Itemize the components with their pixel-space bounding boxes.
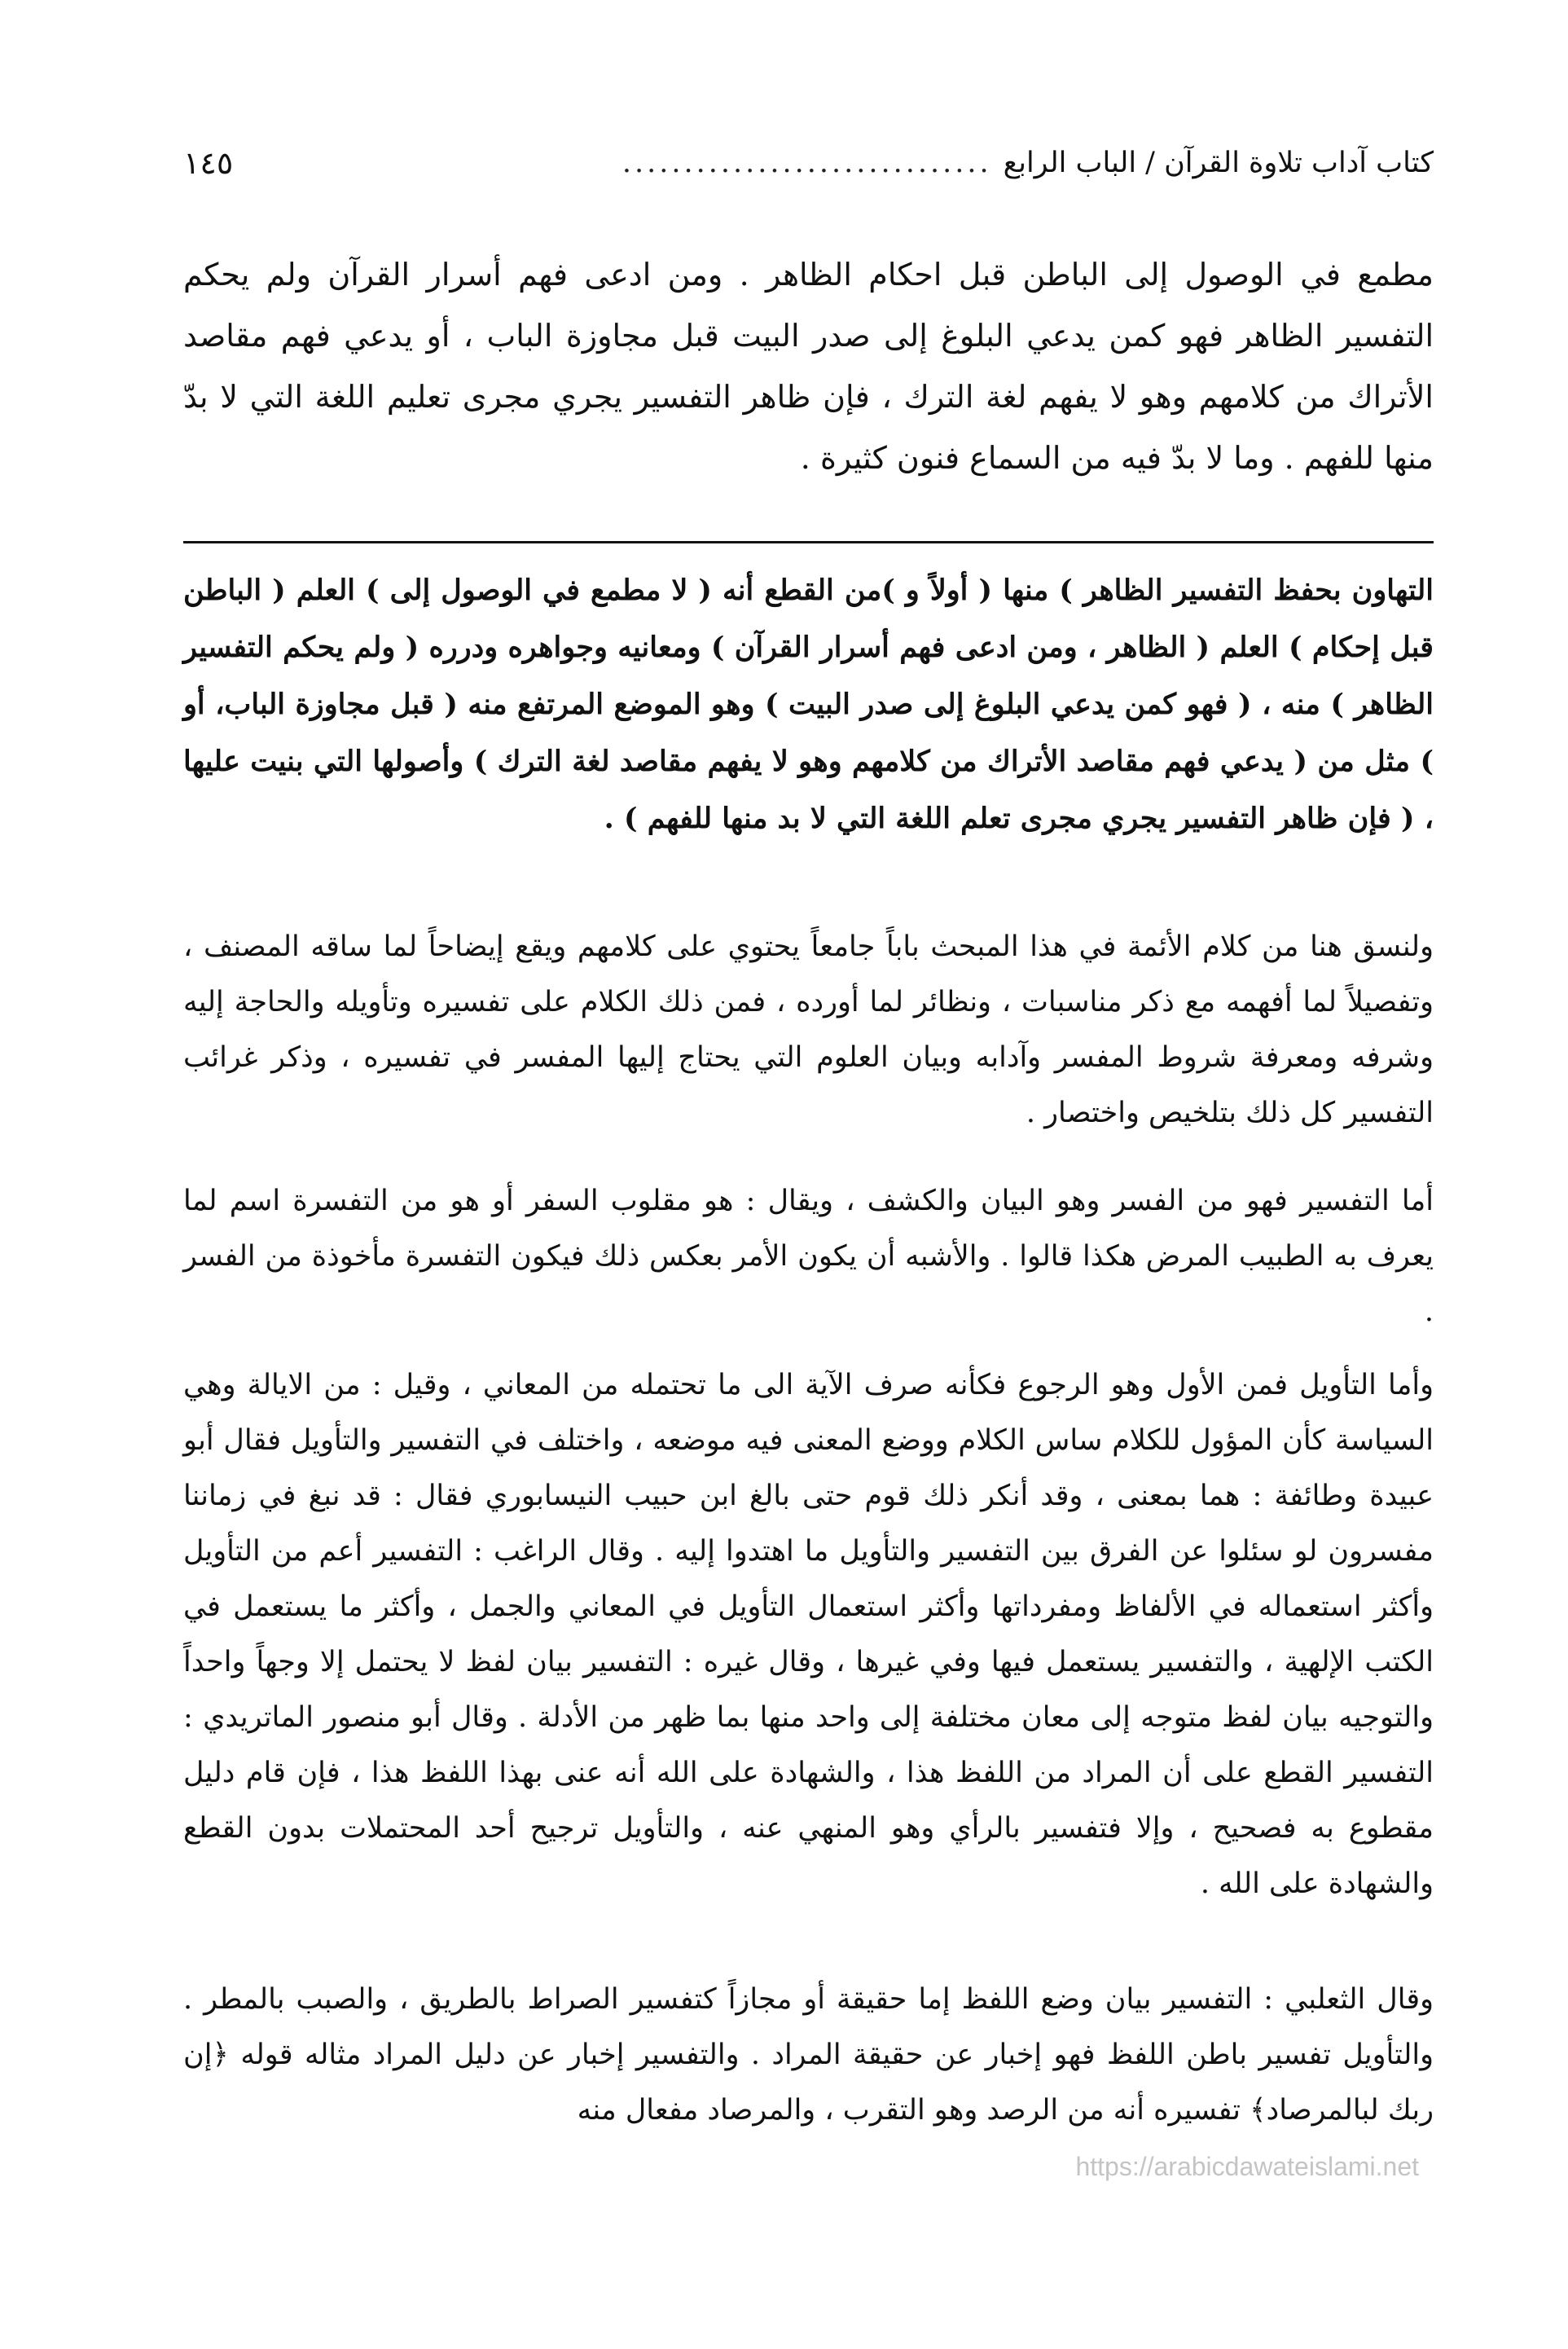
header-leader-dots: ..............................: [621, 147, 992, 179]
commentary-paragraph-3: [183, 1357, 1434, 1911]
matn-text: [183, 244, 1434, 489]
header-title: كتاب آداب تلاوة القرآن / الباب الرابع: [1003, 147, 1434, 179]
paragraph-text: وأما التأويل فمن الأول وهو الرجوع فكأنه صرف الآية الى ما تحتمله من المعاني ، وقيل : من الايالة وهي السياسة كأن المؤول للكلام ساس الكلام ووضع المعنى فيه موضعه ، واختلف في التفسير والتأويل فقال أبو عبيدة وطائفة : هما بمعنى ، وقد أنكر ذلك قوم حتى بالغ ابن حبيب النيسابوري فقال : قد نبغ في زماننا مفسرون لو سئلوا عن الفرق بين التفسير والتأويل ما اهتدوا إليه . وقال الراغب : التفسير أعم من التأويل وأكثر استعماله في الألفاظ ومفرداتها وأكثر استعمال التأويل في المعاني والجمل ، وأكثر ما يستعمل في الكتب الإلهية ، والتفسير يستعمل فيها وفي غيرها ، وقال غيره : التفسير بيان لفظ لا يحتمل إلا وجهاً واحداً والتوجيه بيان لفظ متوجه إلى معان مختلفة إلى واحد منها بما ظهر من الأدلة . وقال أبو منصور الماتريدي : التفسير القطع على أن المراد من اللفظ هذا ، والشهادة على الله أنه عنى بهذا اللفظ هذا ، فإن قام دليل مقطوع به فصحيح ، وإلا فتفسير بالرأي وهو المنهي عنه ، والتأويل ترجيح أحد المحتملات بدون القطع والشهادة على الله .: [183, 1369, 1434, 1900]
commentary-intro-paragraph: التهاون بحفظ التفسير الظاهر ) منها ( أولاً و )من القطع أنه ( لا مطمع في الوصول إلى ) العلم ( الباطن قبل إحكام ) العلم ( الظاهر ، ومن ادعى فهم أسرار القرآن ) ومعانيه وجواهره ودرره ( ولم يحكم التفسير الظاهر ) منه ، ( فهو كمن يدعي البلوغ إلى صدر البيت ) وهو الموضع المرتفع منه ( قبل مجاوزة الباب، أو ) مثل من ( يدعي فهم مقاصد الأتراك من كلامهم وهو لا يفهم مقاصد لغة الترك ) وأصولها التي بنيت عليها ، ( فإن ظاهر التفسير يجري مجرى تعلم اللغة التي لا بد منها للفهم ) .: [183, 574, 1434, 835]
separator-line: [183, 541, 1434, 543]
page-number: ١٤٥: [183, 145, 234, 181]
commentary-intro: [183, 562, 1434, 847]
commentary-paragraph-1: [183, 919, 1434, 1141]
paragraph-text: أما التفسير فهو من الفسر وهو البيان والكشف ، ويقال : هو مقلوب السفر أو هو من التفسرة اسم لما يعرف به الطبيب المرض هكذا قالوا . والأشبه أن يكون الأمر بعكس ذلك فيكون التفسرة مأخوذة من الفسر .: [183, 1185, 1434, 1328]
paragraph-text: وقال الثعلبي : التفسير بيان وضع اللفظ إما حقيقة أو مجازاً كتفسير الصراط بالطريق ، والصبب بالمطر . والتأويل تفسير باطن اللفظ فهو إخبار عن حقيقة المراد . والتفسير إخبار عن دليل المراد مثاله قوله ﴿إن ربك لبالمرصاد﴾ تفسيره أنه من الرصد وهو التقرب ، والمرصاد مفعال منه: [183, 1983, 1434, 2127]
website-watermark: https://arabicdawateislami.net: [1075, 2152, 1419, 2181]
commentary-paragraph-4: [183, 1972, 1434, 2138]
matn-paragraph: مطمع في الوصول إلى الباطن قبل احكام الظاهر . ومن ادعى فهم أسرار القرآن ولم يحكم التفسير الظاهر فهو كمن يدعي البلوغ إلى صدر البيت قبل مجاوزة الباب ، أو يدعي فهم مقاصد الأتراك من كلامهم وهو لا يفهم لغة الترك ، فإن ظاهر التفسير يجري مجرى تعليم اللغة التي لا بدّ منها للفهم . وما لا بدّ فيه من السماع فنون كثيرة .: [183, 257, 1434, 476]
commentary-paragraph-2: [183, 1173, 1434, 1339]
paragraph-text: ولنسق هنا من كلام الأئمة في هذا المبحث باباً جامعاً يحتوي على كلامهم ويقع إيضاحاً لما ساقه المصنف ، وتفصيلاً لما أفهمه مع ذكر مناسبات ، ونظائر لما أورده ، فمن ذلك الكلام على تفسيره وتأويله والحاجة إليه وشرفه ومعرفة شروط المفسر وآدابه وبيان العلوم التي يحتاج إليها المفسر في تفسيره ، وذكر غرائب التفسير كل ذلك بتلخيص واختصار .: [183, 930, 1434, 1129]
running-header: [183, 134, 1434, 191]
